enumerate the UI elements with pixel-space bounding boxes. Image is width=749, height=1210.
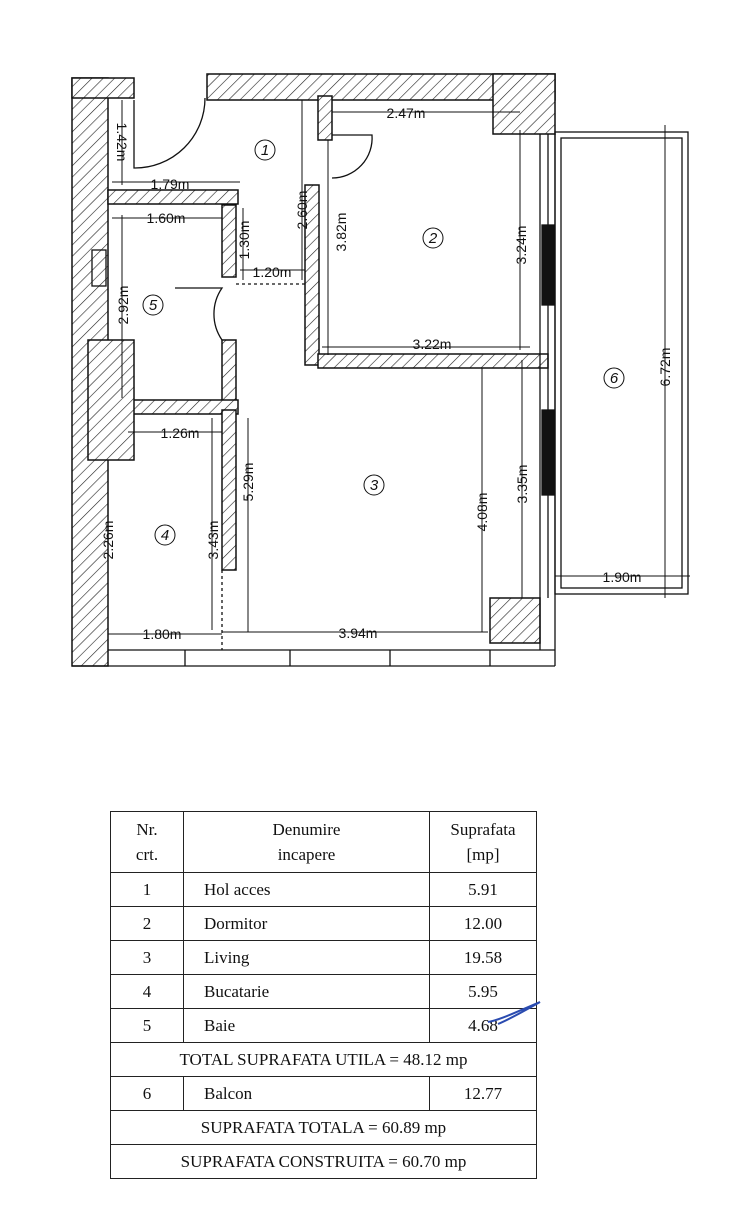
dim-1-26: 1.26m bbox=[160, 425, 200, 441]
dim-4-08: 4.08m bbox=[474, 492, 490, 532]
row-name: Bucatarie bbox=[184, 975, 430, 1009]
dim-2-60: 2.60m bbox=[294, 190, 310, 230]
dim-1-20: 1.20m bbox=[252, 264, 292, 280]
area-table bbox=[110, 811, 537, 1179]
room-number-5: 5 bbox=[148, 297, 158, 314]
dim-1-90: 1.90m bbox=[602, 569, 642, 585]
dimension-lines bbox=[108, 100, 690, 640]
pen-checkmark bbox=[486, 998, 546, 1028]
header-name-line1: Denumire bbox=[272, 820, 341, 839]
header-area-line1: Suprafata bbox=[450, 820, 516, 839]
dim-3-94: 3.94m bbox=[338, 625, 378, 641]
header-name-line2: incapere bbox=[277, 845, 336, 864]
dim-3-43: 3.43m bbox=[205, 520, 221, 560]
row-name: Dormitor bbox=[184, 907, 430, 941]
row-name: Hol acces bbox=[184, 873, 430, 907]
row-area: 12.00 bbox=[430, 907, 537, 941]
total-suprafata-row bbox=[111, 1111, 537, 1145]
table-header-row bbox=[111, 812, 537, 873]
row-area: 19.58 bbox=[430, 941, 537, 975]
room-number-3: 3 bbox=[369, 477, 379, 494]
room-number-4: 4 bbox=[160, 527, 170, 544]
dim-5-29: 5.29m bbox=[240, 462, 256, 502]
walls bbox=[72, 74, 555, 666]
header-nr-line2: crt. bbox=[135, 845, 159, 864]
header-area-line2: [mp] bbox=[466, 845, 500, 864]
row-nr: 5 bbox=[111, 1009, 184, 1043]
header-nr-line1: Nr. bbox=[136, 820, 158, 839]
row-nr: 1 bbox=[111, 873, 184, 907]
total-utila-row bbox=[111, 1043, 537, 1077]
total-construita: SUPRAFATA CONSTRUITA = 60.70 mp bbox=[111, 1145, 537, 1179]
total-construita-row bbox=[111, 1145, 537, 1179]
dim-1-80: 1.80m bbox=[142, 626, 182, 642]
dimension-labels bbox=[100, 105, 673, 642]
room-number-1: 1 bbox=[260, 142, 270, 159]
dim-2-92: 2.92m bbox=[115, 285, 131, 325]
dim-3-35: 3.35m bbox=[514, 464, 530, 504]
row-area: 5.95 bbox=[430, 975, 537, 1009]
total-suprafata: SUPRAFATA TOTALA = 60.89 mp bbox=[111, 1111, 537, 1145]
dim-1-42: 1.42m bbox=[114, 122, 130, 162]
dim-3-24: 3.24m bbox=[513, 225, 529, 265]
dim-3-22: 3.22m bbox=[412, 336, 452, 352]
row-area: 5.91 bbox=[430, 873, 537, 907]
room-number-6: 6 bbox=[609, 370, 619, 387]
row-name: Living bbox=[184, 941, 430, 975]
table-row bbox=[111, 1077, 537, 1111]
total-utila: TOTAL SUPRAFATA UTILA = 48.12 mp bbox=[111, 1043, 537, 1077]
header-nr bbox=[111, 812, 184, 873]
table-row bbox=[111, 873, 537, 907]
row-nr: 3 bbox=[111, 941, 184, 975]
row-nr: 4 bbox=[111, 975, 184, 1009]
table-row bbox=[111, 907, 537, 941]
dim-2-47: 2.47m bbox=[386, 105, 426, 121]
table-row bbox=[111, 941, 537, 975]
dim-1-60: 1.60m bbox=[146, 210, 186, 226]
header-name bbox=[184, 812, 430, 873]
dim-3-82: 3.82m bbox=[333, 212, 349, 252]
table-row bbox=[111, 1009, 537, 1043]
room-number-2: 2 bbox=[428, 230, 438, 247]
header-area bbox=[430, 812, 537, 873]
dim-6-72: 6.72m bbox=[657, 347, 673, 387]
row-area: 12.77 bbox=[430, 1077, 537, 1111]
row-nr: 6 bbox=[111, 1077, 184, 1111]
dim-2-26: 2.26m bbox=[100, 520, 116, 560]
row-name: Baie bbox=[184, 1009, 430, 1043]
row-area: 4.68 bbox=[430, 1009, 537, 1043]
dim-1-79: 1.79m bbox=[150, 176, 190, 192]
row-name: Balcon bbox=[184, 1077, 430, 1111]
row-nr: 2 bbox=[111, 907, 184, 941]
table-row bbox=[111, 975, 537, 1009]
dim-1-30: 1.30m bbox=[236, 220, 252, 260]
